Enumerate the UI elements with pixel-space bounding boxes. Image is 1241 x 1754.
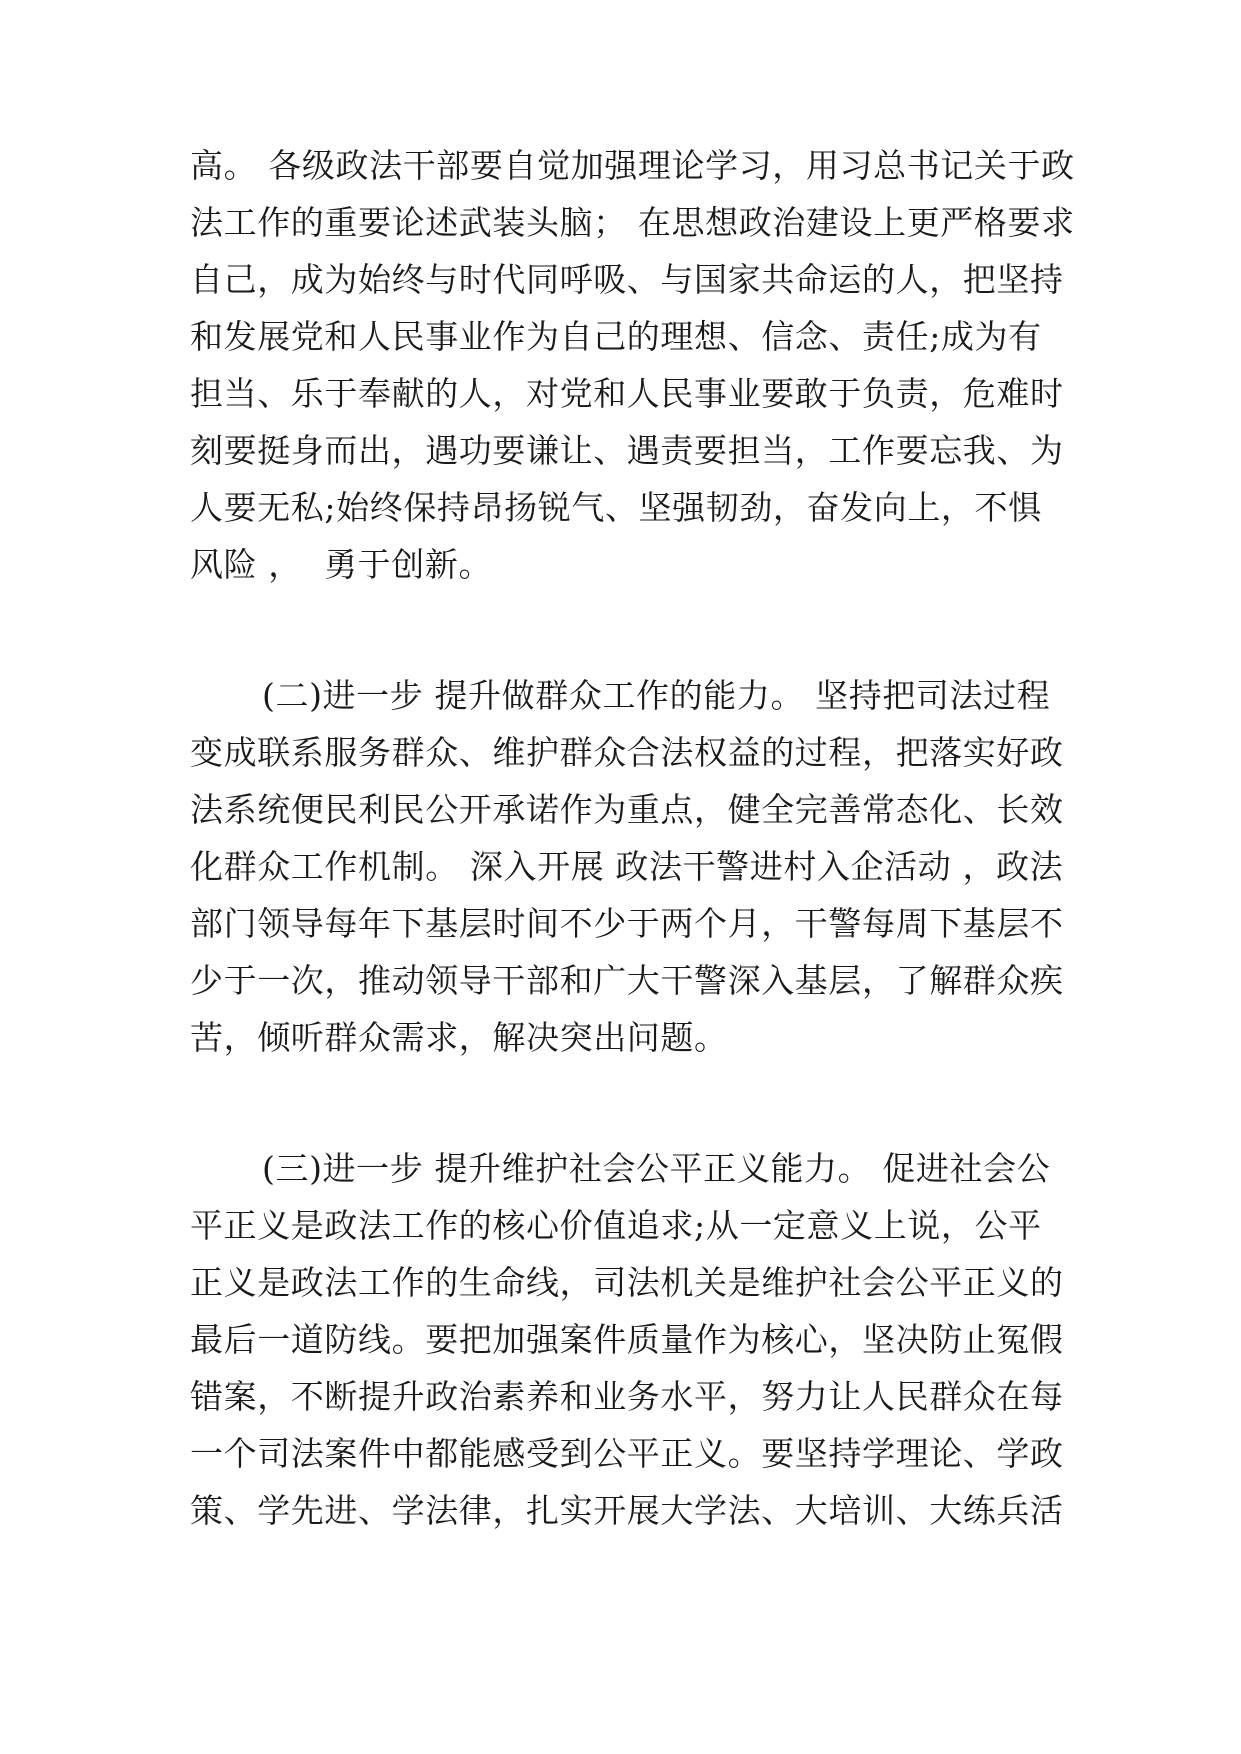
text-line: 法系统便民利民公开承诺作为重点，健全完善常态化、长效 <box>190 790 1064 829</box>
text-line: 正义是政法工作的生命线，司法机关是维护社会公平正义的 <box>190 1263 1064 1302</box>
text-line: 和发展党和人民事业作为自己的理想、信念、责任;成为有 <box>190 317 1042 356</box>
text-line: 担当、乐于奉献的人，对党和人民事业要敢于负责，危难时 <box>190 374 1064 413</box>
text-line: 策、学先进、学法律，扎实开展大学法、大培训、大练兵活 <box>190 1491 1064 1530</box>
text-line: 错案，不断提升政治素养和业务水平，努力让人民群众在每 <box>190 1377 1064 1416</box>
text-line: 化群众工作机制。 深入开展 政法干警进村入企活动 ，政法 <box>190 847 1064 886</box>
text-line: 高。 各级政法干部要自觉加强理论学习，用习总书记关于政 <box>190 146 1075 185</box>
text-line: 人要无私;始终保持昂扬锐气、坚强韧劲，奋发向上，不惧 <box>190 488 1042 527</box>
text-line: 少于一次，推动领导干部和广大干警深入基层，了解群众疾 <box>190 961 1064 1000</box>
text-line: 苦，倾听群众需求，解决突出问题。 <box>190 1018 728 1057</box>
text-line: 风险 ， 勇于创新。 <box>190 545 493 584</box>
text-line: 最后一道防线。要把加强案件质量作为核心，坚决防止冤假 <box>190 1320 1064 1359</box>
text-line: 刻要挺身而出，遇功要谦让、遇责要担当，工作要忘我、为 <box>190 431 1064 470</box>
text-line: (三)进一步 提升维护社会公平正义能力。 促进社会公 <box>262 1149 1051 1188</box>
text-line: 一个司法案件中都能感受到公平正义。要坚持学理论、学政 <box>190 1434 1064 1473</box>
text-line: 平正义是政法工作的核心价值追求;从一定意义上说，公平 <box>190 1206 1042 1245</box>
text-line: 法工作的重要论述武装头脑； 在思想政治建设上更严格要求 <box>190 203 1075 242</box>
text-line: 部门领导每年下基层时间不少于两个月，干警每周下基层不 <box>190 904 1064 943</box>
text-line: 变成联系服务群众、维护群众合法权益的过程，把落实好政 <box>190 733 1064 772</box>
text-line: (二)进一步 提升做群众工作的能力。 坚持把司法过程 <box>262 676 1051 715</box>
text-line: 自己，成为始终与时代同呼吸、与国家共命运的人，把坚持 <box>190 260 1064 299</box>
